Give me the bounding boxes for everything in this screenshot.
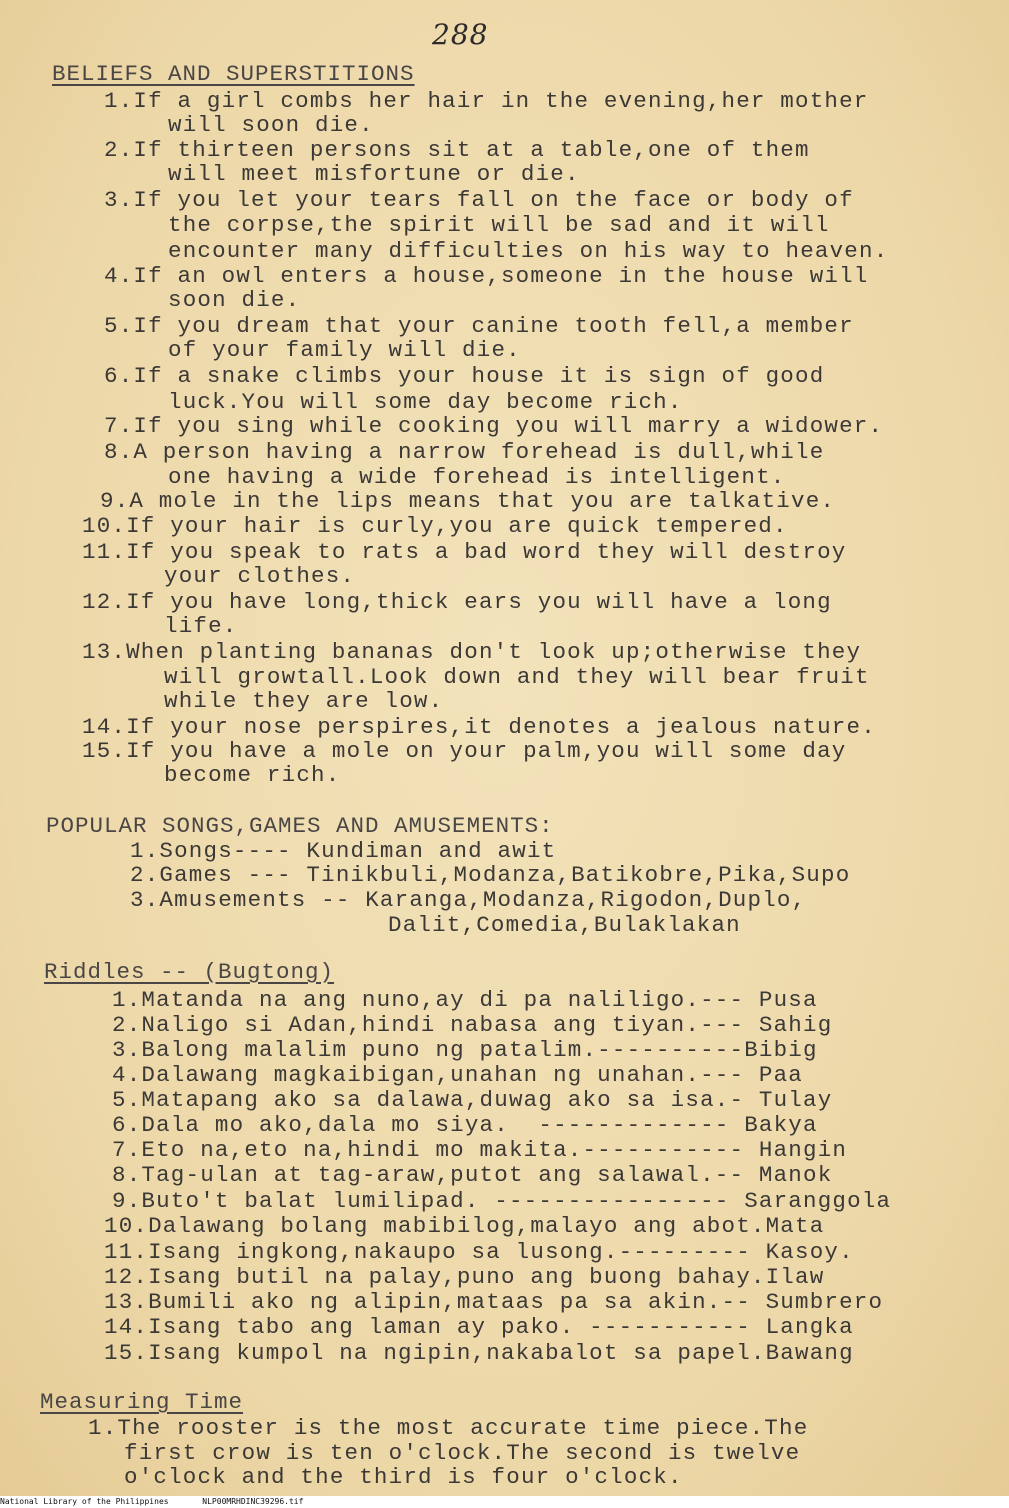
footer-library: National Library of the Philippines bbox=[0, 1497, 169, 1506]
beliefs-line: 12.If you have long,thick ears you will have a long bbox=[82, 589, 832, 615]
measuring-line: 1.The rooster is the most accurate time piece.The bbox=[88, 1415, 809, 1441]
beliefs-line: luck.You will some day become rich. bbox=[168, 389, 683, 415]
beliefs-line: 3.If you let your tears fall on the face or body of bbox=[104, 187, 854, 213]
riddle-line: 7.Eto na,eto na,hindi mo makita.----------- Hangin bbox=[112, 1137, 848, 1163]
popular-heading: POPULAR SONGS,GAMES AND AMUSEMENTS: bbox=[46, 813, 554, 839]
beliefs-line: 2.If thirteen persons sit at a table,one of them bbox=[104, 137, 810, 163]
riddle-line: 8.Tag-ulan at tag-araw,putot ang salawal.-- Manok bbox=[112, 1162, 833, 1188]
beliefs-line: become rich. bbox=[164, 762, 341, 788]
beliefs-heading: BELIEFS AND SUPERSTITIONS bbox=[52, 61, 415, 87]
beliefs-line: 8.A person having a narrow forehead is dull,while bbox=[104, 439, 825, 465]
riddles-heading: Riddles -- (Bugtong) bbox=[44, 959, 335, 985]
footer-filename: NLP00MRHDINC39296.tif bbox=[202, 1497, 304, 1506]
beliefs-line: 4.If an owl enters a house,someone in the house will bbox=[104, 263, 869, 289]
riddle-line: 15.Isang kumpol na ngipin,nakabalot sa papel.Bawang bbox=[104, 1340, 854, 1366]
riddle-line: 2.Naligo si Adan,hindi nabasa ang tiyan.--- Sahig bbox=[112, 1012, 833, 1038]
beliefs-line: 1.If a girl combs her hair in the evening,her mother bbox=[104, 88, 869, 114]
riddle-line: 9.Buto't balat lumilipad. ---------------- Saranggola bbox=[112, 1188, 892, 1214]
beliefs-line: 5.If you dream that your canine tooth fell,a member bbox=[104, 313, 854, 339]
scan-footer bbox=[0, 1496, 1009, 1508]
riddle-line: 5.Matapang ako sa dalawa,duwag ako sa isa.- Tulay bbox=[112, 1087, 833, 1113]
riddle-line: 13.Bumili ako ng alipin,mataas pa sa akin.-- Sumbrero bbox=[104, 1289, 884, 1315]
measuring-line: o'clock and the third is four o'clock. bbox=[124, 1464, 683, 1490]
beliefs-line: 7.If you sing while cooking you will marry a widower. bbox=[104, 413, 884, 439]
riddle-line: 11.Isang ingkong,nakaupo sa lusong.--------- Kasoy. bbox=[104, 1239, 854, 1265]
beliefs-line: 13.When planting bananas don't look up;otherwise they bbox=[82, 639, 862, 665]
riddle-line: 10.Dalawang bolang mabibilog,malayo ang abot.Mata bbox=[104, 1213, 825, 1239]
beliefs-line: will growtall.Look down and they will bear fruit bbox=[164, 664, 870, 690]
beliefs-line: 15.If you have a mole on your palm,you will some day bbox=[82, 738, 847, 764]
page-number: 288 bbox=[432, 18, 489, 51]
beliefs-line: 10.If your hair is curly,you are quick tempered. bbox=[82, 513, 788, 539]
riddle-line: 1.Matanda na ang nuno,ay di pa naliligo.--- Pusa bbox=[112, 987, 818, 1013]
beliefs-line: one having a wide forehead is intelligent. bbox=[168, 464, 786, 490]
riddle-line: 12.Isang butil na palay,puno ang buong bahay.Ilaw bbox=[104, 1264, 825, 1290]
riddle-line: 4.Dalawang magkaibigan,unahan ng unahan.--- Paa bbox=[112, 1062, 804, 1088]
riddle-line: 6.Dala mo ako,dala mo siya. ------------- Bakya bbox=[112, 1112, 818, 1138]
popular-line: Dalit,Comedia,Bulaklakan bbox=[388, 912, 741, 938]
beliefs-line: will meet misfortune or die. bbox=[168, 161, 580, 187]
beliefs-line: encounter many difficulties on his way to heaven. bbox=[168, 238, 889, 264]
measuring-heading: Measuring Time bbox=[40, 1389, 244, 1415]
beliefs-line: of your family will die. bbox=[168, 337, 521, 363]
beliefs-line: soon die. bbox=[168, 287, 301, 313]
beliefs-line: life. bbox=[164, 613, 238, 639]
measuring-line: first crow is ten o'clock.The second is twelve bbox=[124, 1440, 801, 1466]
popular-line: 3.Amusements -- Karanga,Modanza,Rigodon,Duplo, bbox=[130, 887, 807, 913]
riddle-line: 3.Balong malalim puno ng patalim.----------Bibig bbox=[112, 1037, 818, 1063]
beliefs-line: 9.A mole in the lips means that you are talkative. bbox=[100, 488, 836, 514]
beliefs-line: 6.If a snake climbs your house it is sign of good bbox=[104, 363, 825, 389]
beliefs-line: will soon die. bbox=[168, 112, 374, 138]
riddle-line: 14.Isang tabo ang laman ay pako. ----------- Langka bbox=[104, 1314, 854, 1340]
popular-line: 1.Songs---- Kundiman and awit bbox=[130, 838, 557, 864]
popular-line: 2.Games --- Tinikbuli,Modanza,Batikobre,Pika,Supo bbox=[130, 862, 851, 888]
beliefs-line: 14.If your nose perspires,it denotes a jealous nature. bbox=[82, 714, 876, 740]
beliefs-line: the corpse,the spirit will be sad and it will bbox=[168, 212, 830, 238]
beliefs-line: your clothes. bbox=[164, 563, 356, 589]
beliefs-line: while they are low. bbox=[164, 688, 444, 714]
beliefs-line: 11.If you speak to rats a bad word they will destroy bbox=[82, 539, 847, 565]
